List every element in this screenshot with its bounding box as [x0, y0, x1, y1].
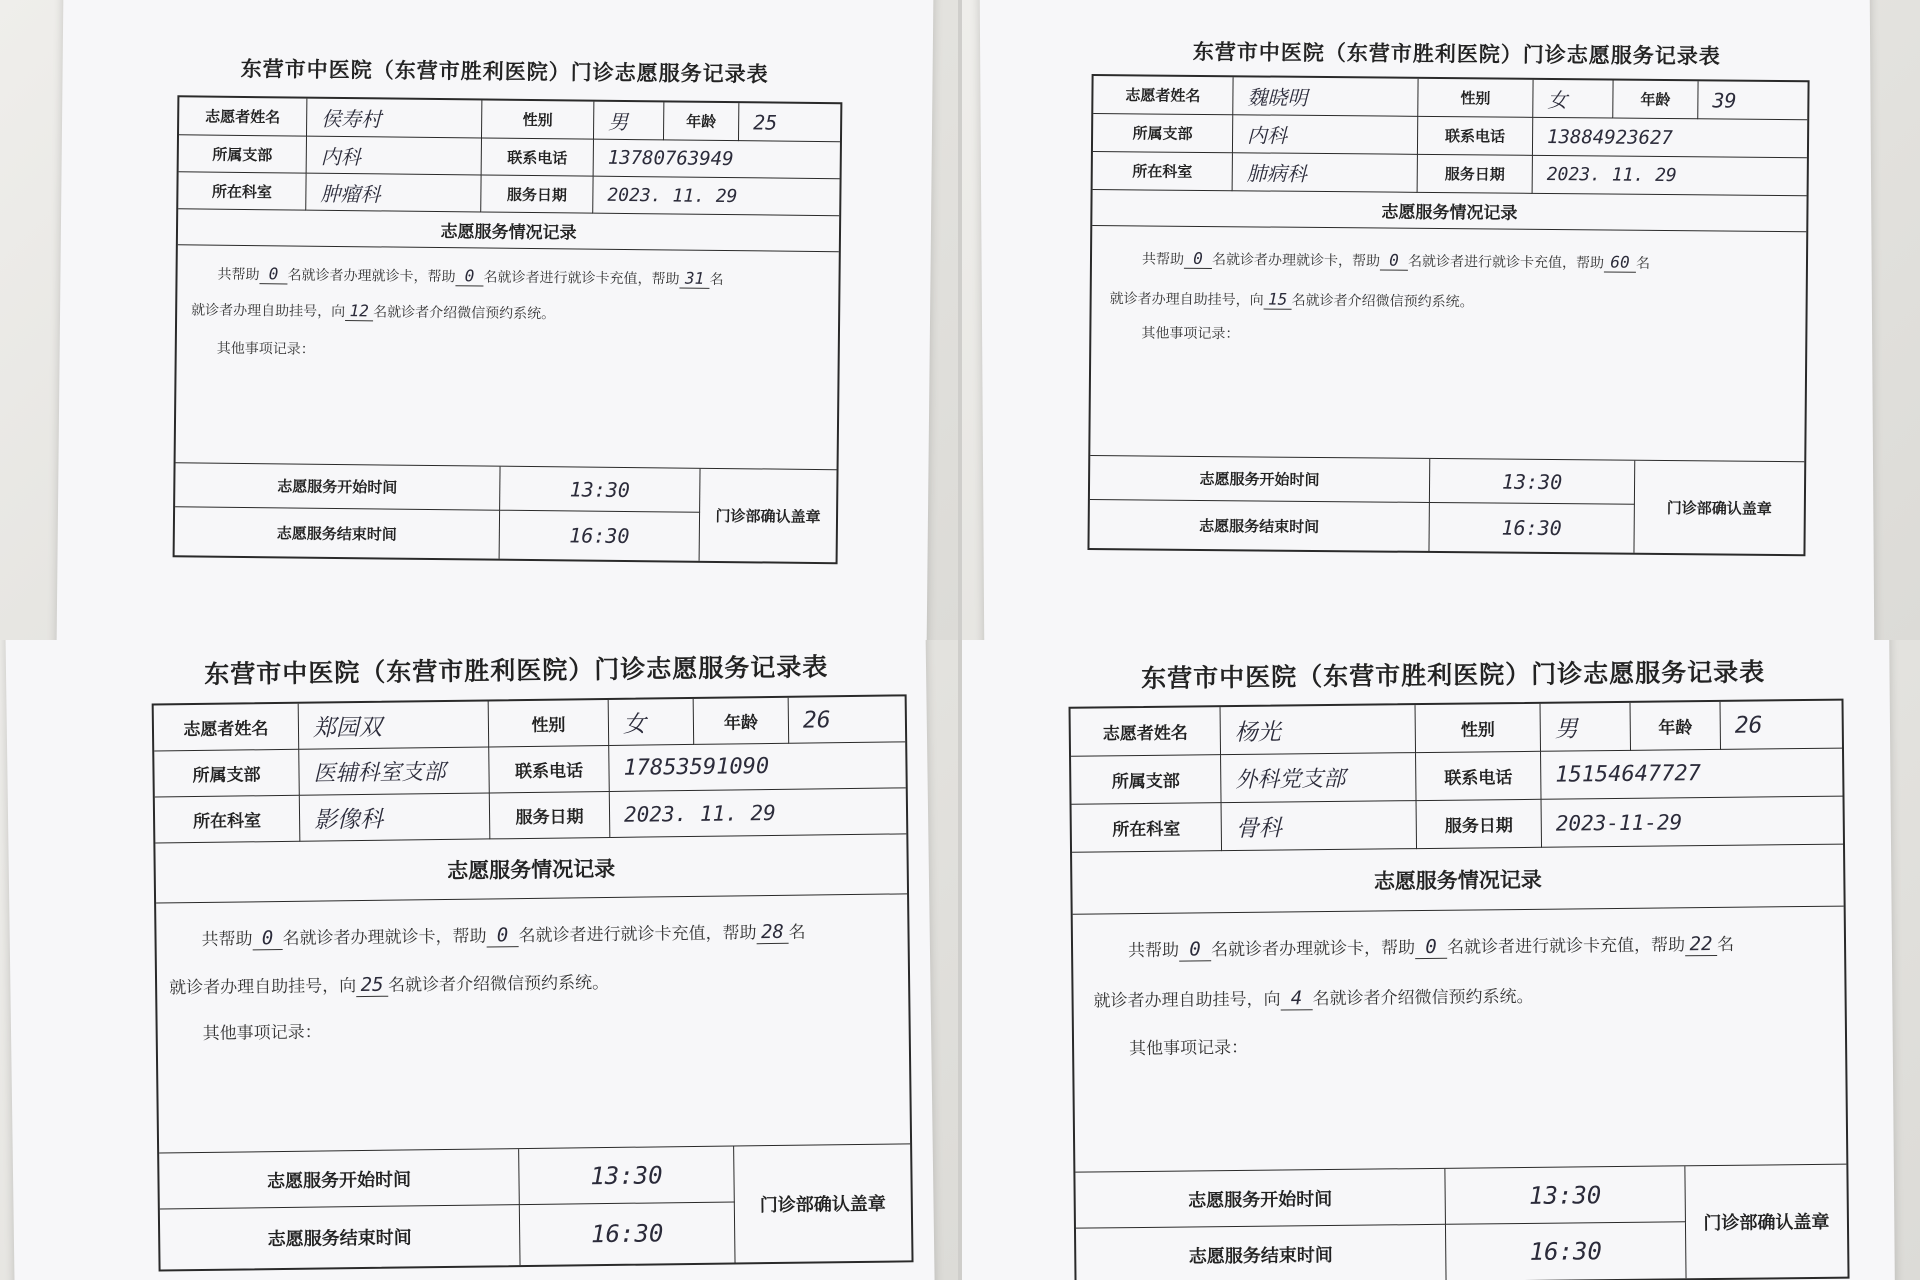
label-phone: 联系电话: [489, 746, 610, 793]
label-stamp: 门诊部确认盖章: [1666, 498, 1772, 518]
other-notes: 其他事项记录：: [1129, 1037, 1249, 1060]
photo-bottom-right: [962, 640, 1920, 1280]
value-age: 39: [1698, 81, 1807, 120]
text: 名就诊者介绍微信预约系统。: [373, 304, 556, 323]
form-4: [1042, 640, 1869, 1268]
label-phone: 联系电话: [1416, 752, 1541, 801]
label-start: 志愿服务开始时间: [1075, 1169, 1446, 1229]
form-title: 东营市中医院（东营市胜利医院）门诊志愿服务记录表: [1141, 657, 1766, 693]
record-line-2: [169, 968, 609, 999]
wechat-count: 25: [356, 974, 388, 997]
value-gender: 女: [1533, 80, 1613, 119]
wechat-count: 12: [345, 301, 373, 321]
label-start: 志愿服务开始时间: [159, 1149, 520, 1209]
text: 名就诊者介绍微信预约系统。: [388, 972, 610, 996]
record-line-1: [217, 264, 723, 289]
value-phone: 13884923627: [1533, 118, 1807, 158]
value-date: 2023. 11. 29: [610, 788, 907, 838]
recharge-count: 0: [1380, 251, 1408, 271]
other-notes: 其他事项记录：: [1141, 325, 1240, 343]
label-gender: 性别: [1418, 79, 1533, 118]
section-heading: 志愿服务情况记录: [178, 209, 839, 252]
value-start: 13:30: [500, 467, 700, 513]
label-phone: 联系电话: [482, 138, 594, 176]
value-gender: 女: [609, 699, 695, 746]
wechat-count: 4: [1280, 987, 1312, 1010]
other-notes: 其他事项记录：: [216, 340, 315, 358]
wechat-count: 15: [1264, 290, 1292, 310]
text: 就诊者办理自助挂号，向: [1109, 291, 1264, 309]
text: 共帮助: [1141, 251, 1185, 268]
recharge-count: 0: [455, 266, 483, 286]
label-stamp: 门诊部确认盖章: [715, 506, 821, 526]
service-record: [1090, 226, 1806, 462]
label-date: 服务日期: [1418, 155, 1533, 194]
form-1: [145, 40, 860, 549]
section-heading: 志愿服务情况记录: [1092, 190, 1806, 232]
value-name: 魏晓明: [1233, 77, 1418, 117]
value-end: 16:30: [1446, 1222, 1687, 1280]
value-gender: 男: [1541, 703, 1631, 752]
label-end: 志愿服务结束时间: [175, 507, 500, 558]
register-count: 28: [756, 921, 788, 944]
label-branch: 所属支部: [179, 135, 307, 173]
value-end: 16:30: [1429, 503, 1634, 553]
form-2: [1088, 30, 1822, 541]
record-line-2: [1093, 982, 1533, 1013]
value-age: 25: [739, 103, 840, 142]
info-table: [1087, 74, 1809, 556]
text: 名就诊者进行就诊卡充值，帮助: [483, 269, 680, 288]
label-dept: 所在科室: [1093, 152, 1233, 191]
value-age: 26: [1721, 701, 1842, 750]
text: 名就诊者进行就诊卡充值，帮助: [1407, 253, 1605, 272]
service-record: [176, 245, 839, 470]
text: 共帮助: [201, 929, 253, 950]
text: 名就诊者进行就诊卡充值，帮助: [518, 923, 757, 947]
section-heading: 志愿服务情况记录: [155, 834, 907, 903]
register-count: 22: [1685, 933, 1717, 956]
photo-bottom-left: [0, 640, 958, 1280]
label-stamp: 门诊部确认盖章: [1703, 1211, 1830, 1235]
text: 名就诊者办理就诊卡，帮助: [287, 267, 456, 286]
value-name: 侯寿村: [307, 99, 482, 139]
label-age: 年龄: [1613, 81, 1698, 120]
value-phone: 15154647727: [1541, 749, 1842, 800]
label-name: 志愿者姓名: [1071, 707, 1221, 757]
label-branch: 所属支部: [1093, 114, 1233, 153]
value-start: 13:30: [1445, 1166, 1686, 1225]
form-3: [115, 640, 923, 1251]
label-stamp: 门诊部确认盖章: [759, 1193, 886, 1217]
label-start: 志愿服务开始时间: [1090, 456, 1430, 503]
label-name: 志愿者姓名: [154, 704, 300, 752]
value-gender: 男: [594, 102, 664, 141]
text: 就诊者办理自助挂号，向: [191, 302, 346, 321]
text: 名: [1635, 255, 1651, 272]
value-age: 26: [789, 696, 906, 743]
label-dept: 所在科室: [178, 172, 306, 210]
text: 名: [1716, 934, 1735, 955]
label-date: 服务日期: [481, 175, 593, 213]
value-end: 16:30: [520, 1202, 736, 1265]
value-start: 13:30: [519, 1146, 735, 1205]
label-name: 志愿者姓名: [1093, 76, 1233, 115]
value-phone: 13780763949: [594, 140, 840, 180]
record-line-1: [201, 918, 805, 951]
label-gender: 性别: [1416, 704, 1541, 753]
value-phone: 17853591090: [609, 742, 906, 792]
text: 名就诊者办理就诊卡，帮助: [1210, 938, 1416, 961]
label-age: 年龄: [664, 102, 739, 141]
text: 名: [709, 271, 724, 289]
value-name: 郑园双: [299, 701, 490, 749]
cards-count: 0: [252, 927, 282, 950]
form-title: 东营市中医院（东营市胜利医院）门诊志愿服务记录表: [204, 652, 829, 689]
collage-divider: [958, 0, 962, 1280]
text: 名: [788, 922, 806, 943]
cards-count: 0: [259, 264, 287, 284]
value-dept: 肺病科: [1233, 153, 1418, 193]
text: 名就诊者进行就诊卡充值，帮助: [1446, 935, 1686, 958]
photo-top-left: [0, 0, 958, 640]
label-dept: 所在科室: [1072, 803, 1222, 853]
cards-count: 0: [1179, 938, 1211, 961]
photo-top-right: [962, 0, 1920, 640]
section-heading: 志愿服务情况记录: [1072, 845, 1844, 915]
value-date: 2023-11-29: [1542, 797, 1843, 848]
info-table: [173, 95, 843, 564]
record-line-2: [191, 299, 555, 323]
value-dept: 影像科: [300, 793, 491, 841]
recharge-count: 0: [1415, 936, 1447, 959]
label-end: 志愿服务结束时间: [160, 1205, 521, 1269]
form-title: 东营市中医院（东营市胜利医院）门诊志愿服务记录表: [240, 55, 769, 87]
text: 名就诊者介绍微信预约系统。: [1312, 986, 1534, 1010]
label-phone: 联系电话: [1418, 117, 1533, 156]
label-end: 志愿服务结束时间: [1076, 1225, 1447, 1280]
label-gender: 性别: [482, 100, 594, 139]
label-name: 志愿者姓名: [179, 97, 307, 136]
label-dept: 所在科室: [155, 796, 301, 844]
record-line-1: [1142, 248, 1650, 272]
label-date: 服务日期: [490, 792, 611, 839]
register-count: 31: [679, 269, 709, 289]
register-count: 60: [1604, 252, 1636, 272]
label-age: 年龄: [694, 698, 790, 745]
service-record: [156, 894, 910, 1153]
service-record: [1073, 907, 1847, 1173]
record-line-1: [1128, 930, 1734, 962]
label-end: 志愿服务结束时间: [1089, 500, 1429, 551]
value-date: 2023. 11. 29: [1533, 156, 1807, 196]
info-table: [1069, 699, 1850, 1280]
text: 共帮助: [1127, 940, 1180, 962]
text: 名就诊者办理就诊卡，帮助: [1211, 252, 1381, 270]
other-notes: 其他事项记录：: [202, 1022, 322, 1044]
label-age: 年龄: [1631, 702, 1721, 751]
value-dept: 肿瘤科: [306, 174, 481, 213]
text: 共帮助: [217, 266, 260, 284]
label-branch: 所属支部: [154, 750, 300, 798]
value-branch: 外科党支部: [1221, 753, 1416, 803]
value-end: 16:30: [500, 511, 700, 561]
text: 名就诊者办理就诊卡，帮助: [282, 926, 487, 949]
value-branch: 医辅科室支部: [299, 747, 490, 795]
value-branch: 内科: [1233, 115, 1418, 155]
info-table: [152, 694, 914, 1271]
value-name: 杨光: [1221, 705, 1416, 755]
cards-count: 0: [1184, 249, 1212, 269]
text: 就诊者办理自助挂号，向: [169, 976, 357, 999]
record-line-2: [1110, 288, 1474, 311]
value-dept: 骨科: [1222, 801, 1417, 851]
text: 名就诊者介绍微信预约系统。: [1291, 292, 1474, 311]
label-gender: 性别: [489, 700, 610, 747]
label-date: 服务日期: [1417, 800, 1542, 849]
form-title: 东营市中医院（东营市胜利医院）门诊志愿服务记录表: [1192, 38, 1721, 69]
text: 就诊者办理自助挂号，向: [1093, 989, 1281, 1012]
recharge-count: 0: [486, 924, 518, 947]
value-date: 2023. 11. 29: [593, 177, 839, 217]
label-branch: 所属支部: [1071, 755, 1221, 805]
value-branch: 内科: [307, 137, 482, 176]
value-start: 13:30: [1430, 459, 1635, 505]
label-start: 志愿服务开始时间: [175, 463, 500, 510]
